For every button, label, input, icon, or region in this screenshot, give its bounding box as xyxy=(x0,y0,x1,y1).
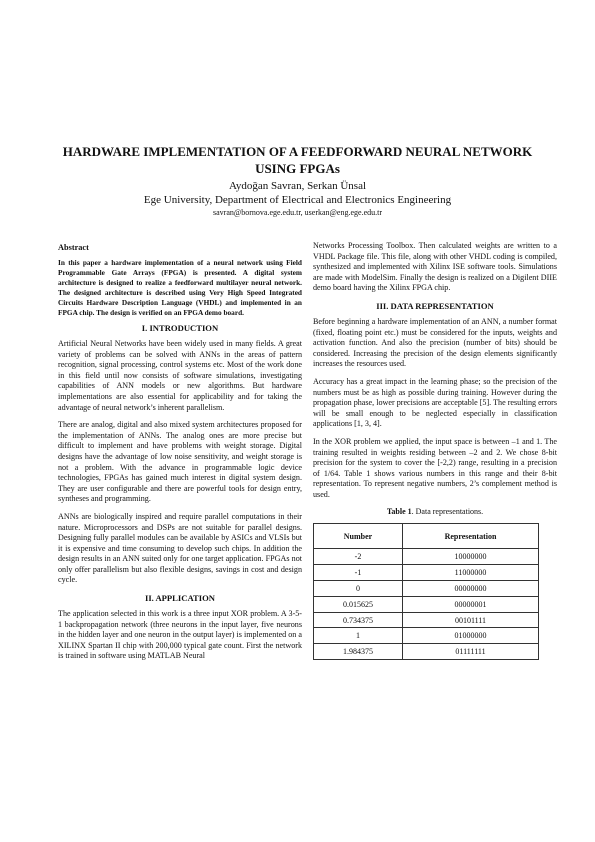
application-paragraph-2: Networks Processing Toolbox. Then calculated weights are written to a VHDL Package file. This file, along with other VHDL coding is compiled, synthesized and implemented with Xilinx ISE software tools. Simulations are made with ModelSim. Finally the design is realized on a Digilent DIIE demo board having the Xilinx FPGA chip. xyxy=(313,241,557,293)
author-affiliation: Ege University, Department of Electrical and Electronics Engineering xyxy=(143,194,452,206)
table-caption-label: Table 1 xyxy=(386,507,412,517)
data-rep-paragraph-2: Accuracy has a great impact in the learning phase; so the precision of the numbers must be as high as possible during training. However during the propagation phase, lower precisions are acceptable [5]. The resulting errors will be small enough to be neglected especially in classification applications [1, 3, 4]. xyxy=(313,376,557,429)
section-heading-data-representation: III. DATA REPRESENTATION xyxy=(376,300,494,311)
table-cell-number: 1 xyxy=(314,628,403,644)
table-cell-number: -1 xyxy=(314,565,403,581)
table-cell-number: 0.015625 xyxy=(314,596,403,612)
table-row xyxy=(314,612,539,628)
table-header-number: Number xyxy=(314,524,403,549)
table-cell-representation: 00000001 xyxy=(403,596,539,612)
data-rep-paragraph-3: In the XOR problem we applied, the input space is between –1 and 1. The training resulted in weights residing between –2 and 2. We chose 8-bit precision for the system to cover the [-2,2) range, resulting in a precision of 1/64. Table 1 shows various numbers in this range and their 8-bit representation. To represent negative numbers, 2’s complement method is used. xyxy=(313,436,557,499)
table-header-representation: Representation xyxy=(403,524,539,549)
right-column xyxy=(313,241,557,660)
table-cell-number: 1.984375 xyxy=(314,644,403,660)
abstract-heading: Abstract xyxy=(58,243,89,252)
application-paragraph-1: The application selected in this work is a three input XOR problem. A 3-5-1 backpropagation network (three neurons in the input layer, five neurons in the hidden layer and one neuron in the output layer) is implemented on a XILINX Spartan II chip with 200,000 typical gate count. First the network is trained in software using MATLAB Neural xyxy=(58,609,302,661)
author-names: Aydoğan Savran, Serkan Ünsal xyxy=(228,180,367,192)
table-caption-text: . Data representations. xyxy=(411,507,484,517)
paper-title: HARDWARE IMPLEMENTATION OF A FEEDFORWARD NEURAL NETWORK USING FPGAs xyxy=(62,144,533,176)
intro-paragraph-1: Artificial Neural Networks have been widely used in many fields. A great variety of problems can be solved with ANNs in the areas of pattern recognition, signal processing, control systems etc. Most of the work done in this field until now consists of software simulations, investigating capabilities of ANN models or new algorithms. But hardware implementations are also essential for applicability and for taking the advantage of neural network’s inherent parallelism. xyxy=(58,339,302,412)
table-cell-number: 0 xyxy=(314,581,403,597)
section-heading-introduction: I. INTRODUCTION xyxy=(141,323,219,333)
abstract-text: In this paper a hardware implementation of a neural network using Field Programmable Gate Arrays (FPGA) is presented. A digital system architecture is designed to realize a feedforward multilayer neural network. The designed architecture is described using Very High Speed Integrated Circuits Hardware Description Language (VHDL) and implemented in an FPGA chip. The design is verified on an FPGA demo board. xyxy=(58,258,302,317)
table-cell-number: -2 xyxy=(314,549,403,565)
author-emails: savran@bornova.ege.edu.tr, userkan@eng.ege.edu.tr xyxy=(212,208,382,217)
table-cell-representation: 00000000 xyxy=(403,581,539,597)
table-caption xyxy=(313,507,557,517)
table-row xyxy=(314,565,539,581)
intro-paragraph-2: There are analog, digital and also mixed system architectures proposed for the implementation of ANNs. The analog ones are more precise but difficult to implement and have problems with weight storage. Digital designs have the advantage of low noise sensitivity, and weight storage is not a problem. With the advance in programmable logic device technologies, FPGAs has gained much interest in digital system design. They are user configurable and there are powerful tools for design entry, syntheses and programming. xyxy=(58,420,302,504)
table-row xyxy=(314,644,539,660)
section-heading-application: II. APPLICATION xyxy=(144,593,216,604)
table-cell-representation: 01111111 xyxy=(403,644,539,660)
table-cell-number: 0.734375 xyxy=(314,612,403,628)
table-cell-representation: 11000000 xyxy=(403,565,539,581)
table-row xyxy=(314,628,539,644)
left-column xyxy=(58,243,302,669)
table-row xyxy=(314,549,539,565)
table-cell-representation: 00101111 xyxy=(403,612,539,628)
data-representation-table xyxy=(313,523,539,660)
table-header-row xyxy=(314,524,539,549)
table-cell-representation: 10000000 xyxy=(403,549,539,565)
intro-paragraph-3: ANNs are biologically inspired and require parallel computations in their nature. Microprocessors and DSPs are not suitable for parallel designs. Designing fully parallel modules can be available by ASICs and VLSIs but it is expensive and time consuming to develop such chips. In addition the design results in an ANN suited only for one target application. FPGAs not only offer parallelism but also flexible designs, savings in cost and design cycle. xyxy=(58,511,302,585)
table-row xyxy=(314,596,539,612)
table-row xyxy=(314,581,539,597)
table-cell-representation: 01000000 xyxy=(403,628,539,644)
data-rep-paragraph-1: Before beginning a hardware implementation of an ANN, a number format (fixed, floating point etc.) must be considered for the inputs, weights and activation function. And also the precision (number of bits) should be considered. Increasing the precision of the design elements significantly increases the resources used. xyxy=(313,316,557,369)
